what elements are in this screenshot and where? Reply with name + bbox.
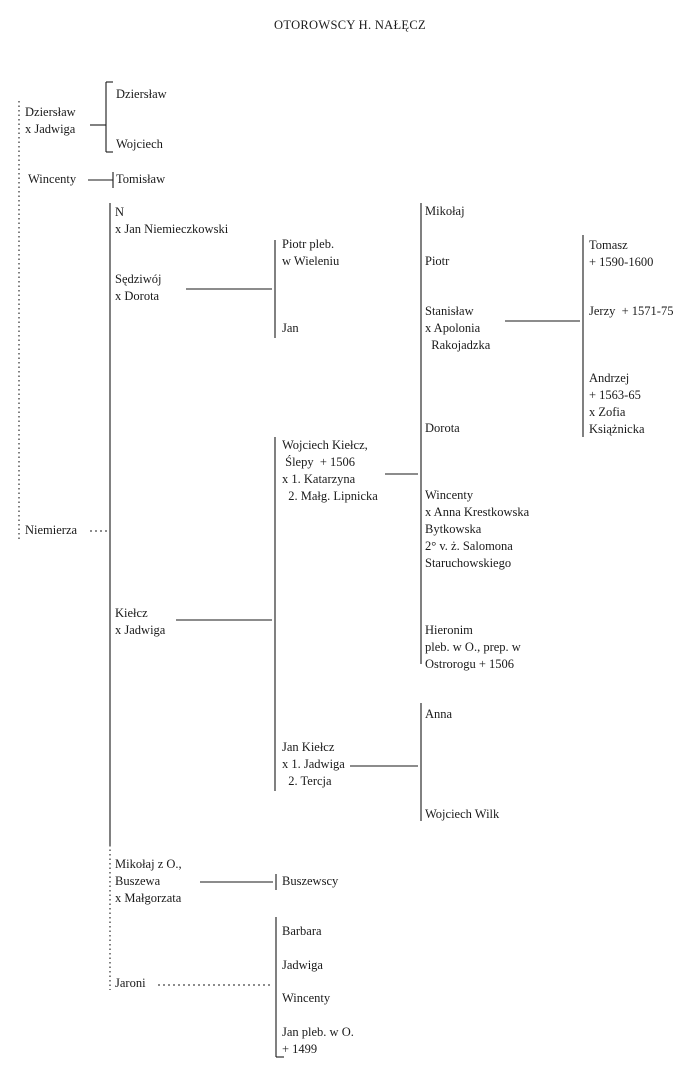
person-jadwiga: Jadwiga	[282, 958, 323, 972]
person-andrzej: Andrzej + 1563-65 x Zofia Książnicka	[589, 371, 645, 436]
person-niemierza: Niemierza	[25, 523, 78, 537]
person-stanislaw: Stanisław x Apolonia Rakojadzka	[425, 304, 491, 352]
person-jan-kielcz: Jan Kiełcz x 1. Jadwiga 2. Tercja	[282, 740, 345, 788]
person-piotr-pleb: Piotr pleb. w Wieleniu	[282, 237, 340, 268]
person-jaroni: Jaroni	[115, 976, 146, 990]
person-jan: Jan	[282, 321, 299, 335]
person-dzierslaw-x-jadwiga: Dziersław x Jadwiga	[25, 105, 76, 136]
person-wincenty-jaroni: Wincenty	[282, 991, 331, 1005]
person-wincenty-krestkowska: Wincenty x Anna Krestkowska Bytkowska 2° v. ż. Salomona Staruchowskiego	[425, 488, 530, 570]
page-title: OTOROWSCY H. NAŁĘCZ	[274, 18, 426, 32]
person-wojciech: Wojciech	[116, 137, 163, 151]
person-wojciech-wilk: Wojciech Wilk	[425, 807, 500, 821]
person-tomasz: Tomasz + 1590-1600	[589, 238, 654, 269]
person-barbara: Barbara	[282, 924, 322, 938]
person-hieronim: Hieronim pleb. w O., prep. w Ostrorogu + 1506	[425, 623, 521, 671]
person-wojciech-kielcz: Wojciech Kiełcz, Ślepy + 1506 x 1. Katarzyna 2. Małg. Lipnicka	[282, 438, 378, 503]
person-piotr: Piotr	[425, 254, 450, 268]
person-sedziwoj: Sędziwój x Dorota	[115, 272, 162, 303]
person-jan-pleb: Jan pleb. w O. + 1499	[282, 1025, 354, 1056]
person-kielcz: Kiełcz x Jadwiga	[115, 606, 166, 637]
person-dorota: Dorota	[425, 421, 460, 435]
person-mikolaj: Mikołaj	[425, 204, 465, 218]
person-wincenty-parent: Wincenty	[28, 172, 77, 186]
person-n-x-jan-niemieczkowski: N x Jan Niemieczkowski	[115, 205, 229, 236]
person-dzierslaw: Dziersław	[116, 87, 167, 101]
person-jerzy: Jerzy + 1571-75	[589, 304, 674, 318]
person-anna: Anna	[425, 707, 453, 721]
person-tomislaw: Tomisław	[116, 172, 166, 186]
person-mikolaj-z-o: Mikołaj z O., Buszewa x Małgorzata	[115, 857, 182, 905]
person-buszewscy: Buszewscy	[282, 874, 339, 888]
